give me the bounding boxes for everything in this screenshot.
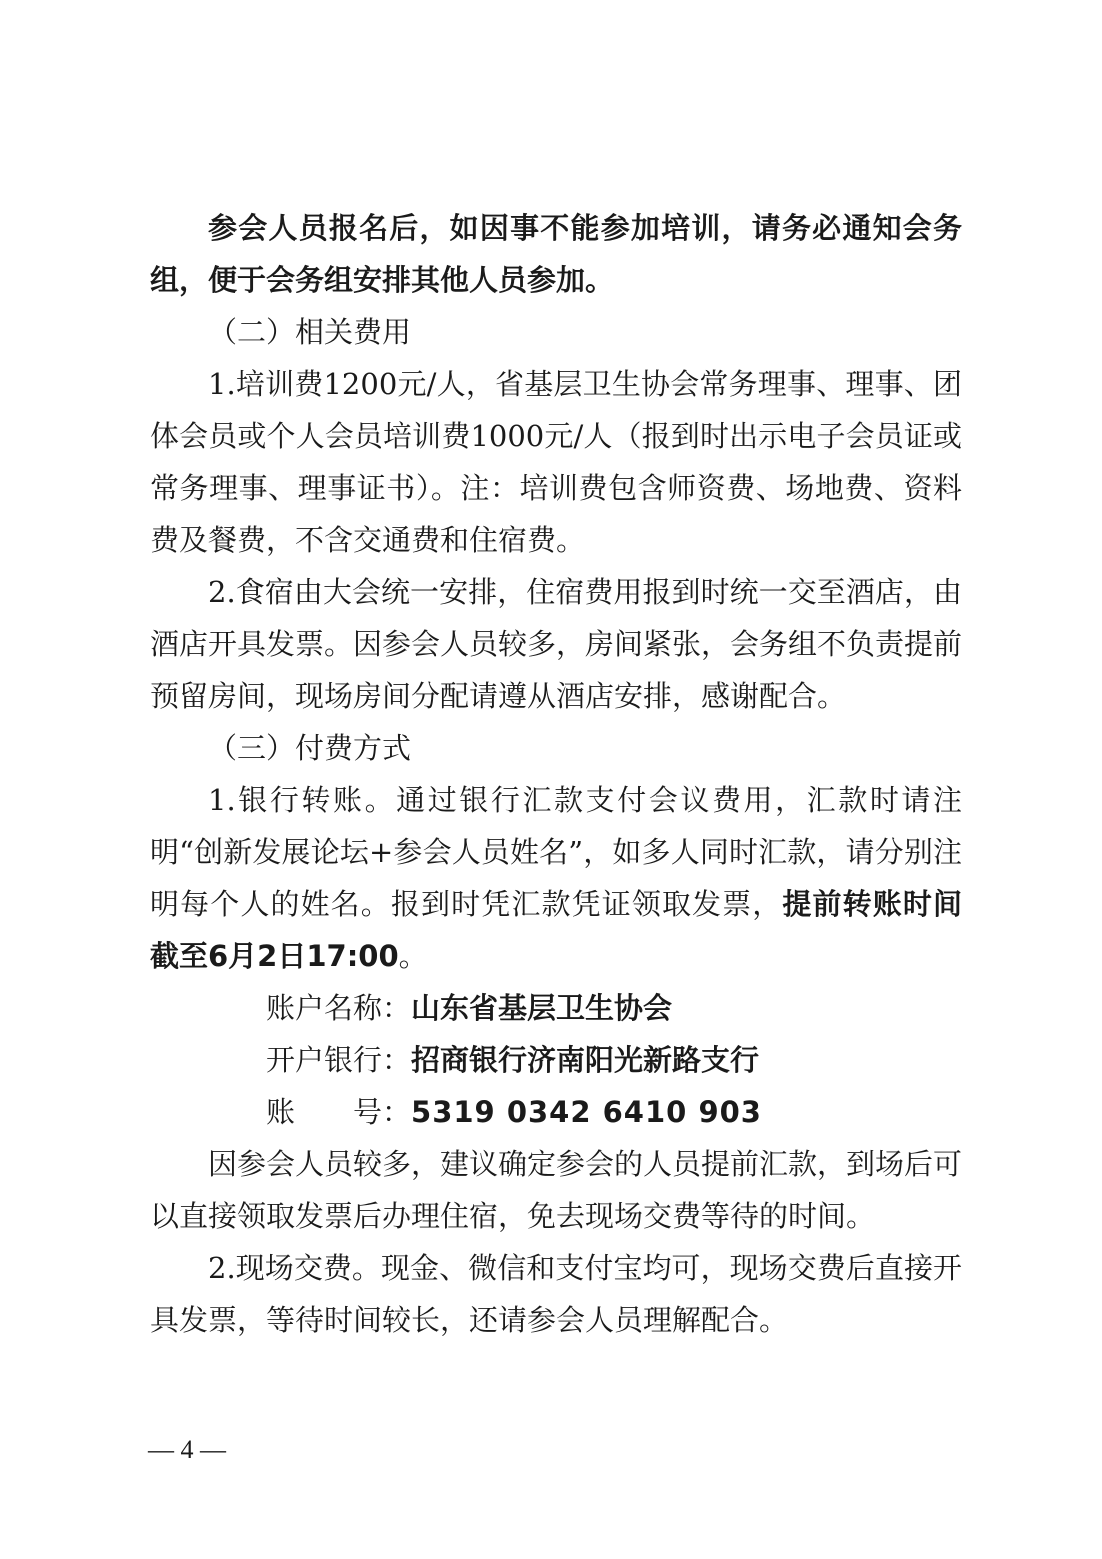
account-number-value: 5319 0342 6410 903 — [411, 1095, 762, 1129]
account-name-label: 账户名称： — [266, 991, 412, 1025]
training-fee-paragraph: 1.培训费1200元/人，省基层卫生协会常务理事、理事、团体会员或个人会员培训费1000元/人（报到时出示电子会员证或常务理事、理事证书）。注：培训费包含师资费、场地费、资料费及餐费，不含交通费和住宿费。 — [150, 367, 962, 557]
bank-name-value: 招商银行济南阳光新路支行 — [411, 1043, 760, 1077]
bank-name-label: 开户银行： — [266, 1043, 412, 1077]
section-heading-fees: （二）相关费用 — [208, 315, 412, 349]
transfer-deadline-text: 提前转账时间截至6月2日17:00 — [150, 887, 962, 973]
bank-transfer-text: 1.银行转账。通过银行汇款支付会议费用，汇款时请注明“创新发展论坛+参会人员姓名”，如多人同时汇款，请分别注明每个人的姓名。报到时凭汇款凭证领取发票， — [150, 783, 962, 921]
onsite-payment-paragraph: 2.现场交费。现金、微信和支付宝均可，现场交费后直接开具发票，等待时间较长，还请参会人员理解配合。 — [150, 1251, 962, 1337]
document-body — [150, 202, 962, 1346]
page-number: — 4 — — [148, 1435, 226, 1464]
section-heading-payment: （三）付费方式 — [208, 731, 412, 765]
account-name-value: 山东省基层卫生协会 — [411, 991, 673, 1025]
account-number-label: 账 号： — [266, 1095, 412, 1129]
bank-transfer-end: 。 — [398, 939, 428, 973]
accommodation-paragraph: 2.食宿由大会统一安排，住宿费用报到时统一交至酒店，由酒店开具发票。因参会人员较多，房间紧张，会务组不负责提前预留房间，现场房间分配请遵从酒店安排，感谢配合。 — [150, 575, 963, 713]
bank-name-row — [150, 1034, 962, 1086]
registration-notice-paragraph: 参会人员报名后，如因事不能参加培训，请务必通知会务组，便于会务组安排其他人员参加。 — [150, 211, 962, 297]
bank-transfer-paragraph — [150, 774, 962, 982]
account-number-row — [150, 1086, 962, 1138]
account-name-row — [150, 982, 962, 1034]
advance-payment-paragraph: 因参会人员较多，建议确定参会的人员提前汇款，到场后可以直接领取发票后办理住宿，免去现场交费等待的时间。 — [150, 1147, 963, 1233]
